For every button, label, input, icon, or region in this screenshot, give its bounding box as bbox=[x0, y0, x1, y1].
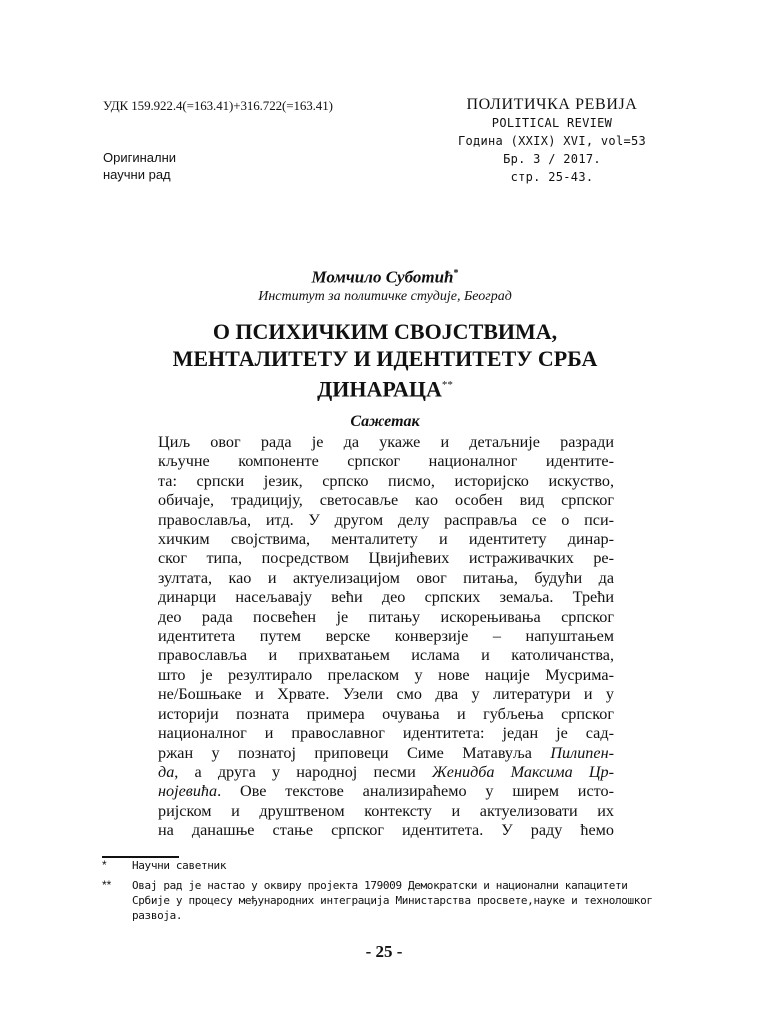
abstract-line: Циљ овог рада је да укаже и детаљније разради bbox=[158, 433, 614, 451]
footnote-mark: * bbox=[102, 858, 107, 872]
author-name-text: Момчило Суботић bbox=[311, 267, 454, 287]
journal-volume: Година (XXIX) XVI, vol=53 bbox=[457, 134, 647, 148]
article-type-line-1: Оригинални bbox=[103, 150, 177, 165]
abstract-line: кључне компоненте српског националног идентите- bbox=[158, 452, 614, 471]
abstract-line-18 bbox=[158, 763, 614, 782]
abstract-line: на данашње стање српског идентитета. У раду ћемо bbox=[158, 821, 614, 840]
abstract-line-17 bbox=[158, 744, 614, 763]
work-title-zenidba-end: нојевића bbox=[158, 782, 218, 801]
abstract-line: историји позната примера очувања и губљења српског bbox=[158, 704, 614, 723]
journal-title: ПОЛИТИЧКА РЕВИЈА bbox=[466, 96, 638, 113]
author-name bbox=[100, 264, 670, 288]
work-title-pilipenda: Пилипен- bbox=[550, 743, 614, 762]
abstract-line: ског типа, посредством Цвијићевих истраживачких ре- bbox=[158, 549, 614, 568]
footnote-text: Овај рад је настао у оквиру пројекта 179009 Демократски и национални капацитети Србије у процесу међународних интеграција Министарства просвете,науке и технолошког развоја. bbox=[132, 879, 653, 922]
title-line-3-wrap bbox=[100, 372, 670, 402]
abstract-line: динарци насељавају већи део српских земаља. Трећи bbox=[158, 588, 614, 607]
abstract-line: што је резултирало преласком у нове нације Мусрима- bbox=[158, 665, 614, 684]
abstract-line: православља, итд. У другом делу расправља се о пси- bbox=[158, 510, 614, 529]
abstract-line: хичким својствима, менталитету и идентитету динар- bbox=[158, 530, 614, 549]
abstract-line: православља и прихватањем ислама и католичанства, bbox=[158, 646, 614, 665]
footnote-mark: ** bbox=[102, 878, 112, 892]
abstract-line: та: српски језик, српско писмо, историјско искуство, bbox=[158, 471, 614, 490]
title-line-3: ДИНАРАЦА bbox=[317, 376, 442, 402]
footnote bbox=[102, 878, 670, 923]
article-title bbox=[100, 318, 670, 402]
author-footnote-mark: * bbox=[453, 268, 459, 279]
journal-issue: Бр. 3 / 2017. bbox=[503, 152, 601, 166]
author-block bbox=[100, 264, 670, 306]
abstract-line: не/Бошњаке и Хрвате. Узели смо два у литератури и у bbox=[158, 685, 614, 704]
abstract-line: националног и православног идентитета: један је сад- bbox=[158, 724, 614, 743]
abstract-line-19 bbox=[158, 782, 614, 801]
footnote bbox=[102, 858, 670, 873]
article-type-line-2: научни рад bbox=[103, 167, 171, 182]
author-affiliation: Институт за политичке студије, Београд bbox=[258, 288, 512, 304]
footnote-text: Научни саветник bbox=[132, 859, 227, 872]
journal-pages: стр. 25-43. bbox=[510, 170, 594, 184]
abstract-line: обичаје, традицију, светосавље као особен вид српског bbox=[158, 491, 614, 510]
footnotes bbox=[102, 858, 670, 928]
abstract-line: ријском и друштвеном контексту и актуелизовати их bbox=[158, 801, 614, 820]
journal-title-en: POLITICAL REVIEW bbox=[491, 116, 613, 130]
abstract-body bbox=[158, 433, 614, 841]
abstract-line: део рада посвећен је питању искорењивања српског bbox=[158, 607, 614, 626]
title-line-1: О ПСИХИЧКИМ СВОЈСТВИМА, bbox=[212, 319, 558, 344]
udk-code: УДК 159.922.4(=163.41)+316.722(=163.41) bbox=[103, 98, 333, 113]
title-line-2: МЕНТАЛИТЕТУ И ИДЕНТИТЕТУ СРБА bbox=[172, 346, 598, 371]
abstract-line-17-text: ржан у познатој приповеци Симе Матавуља bbox=[158, 743, 551, 762]
abstract-line-19-text: . Ове текстове анализираћемо у ширем исто- bbox=[217, 782, 614, 801]
abstract-line-18-text: , а друга у народној песми bbox=[174, 762, 432, 781]
journal-info bbox=[420, 95, 684, 186]
abstract-heading: Сажетак bbox=[350, 413, 420, 430]
work-title-pilipenda-end: да bbox=[158, 762, 175, 781]
abstract-line: зултата, као и актуелизацијом овог питања, будући да bbox=[158, 568, 614, 587]
work-title-zenidba: Женидба Максима Цр- bbox=[431, 762, 614, 781]
title-footnote-mark: ** bbox=[441, 379, 453, 391]
abstract-line: идентитета путем верске конверзије – напуштањем bbox=[158, 627, 614, 646]
page-number: - 25 - bbox=[365, 942, 403, 961]
article-type bbox=[103, 149, 243, 183]
